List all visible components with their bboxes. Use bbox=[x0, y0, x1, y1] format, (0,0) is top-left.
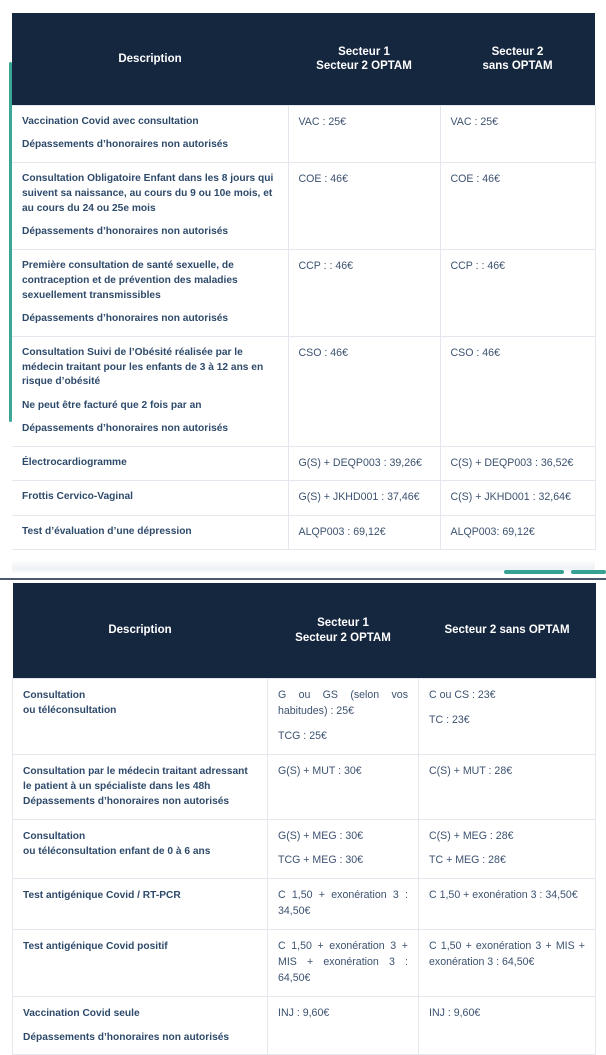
cell-line: ou téléconsultation bbox=[23, 705, 117, 717]
cell-secteur1 bbox=[288, 481, 440, 515]
cell-spacer bbox=[429, 844, 585, 853]
cell-secteur1 bbox=[288, 163, 440, 250]
cell-line: Consultation Suivi de l’Obésité réalisée par le médecin traitant pour les enfants de 3 à 12 ans en risque d’obésité bbox=[22, 346, 264, 388]
column-header-description bbox=[13, 583, 268, 679]
cell-line: Consultation bbox=[23, 830, 86, 842]
cell-line: ALQP003: 69,12€ bbox=[450, 525, 535, 538]
column-header-description-label: Description bbox=[108, 624, 172, 637]
cell-spacer bbox=[429, 704, 585, 713]
cell-line: C 1,50 + exonération 3 : 34,50€ bbox=[278, 889, 408, 918]
column-header-secteur1-line1: Secteur 1 bbox=[317, 617, 369, 630]
section-divider bbox=[0, 578, 606, 580]
cell-line: C 1,50 + exonération 3 + MIS + exonération 3 : 64,50€ bbox=[278, 940, 408, 984]
cell-line: CCP : : 46€ bbox=[450, 260, 506, 272]
header-row bbox=[13, 583, 596, 679]
cell-spacer bbox=[23, 1021, 257, 1030]
cell-spacer bbox=[22, 217, 278, 226]
table-row bbox=[13, 996, 596, 1054]
table-row bbox=[12, 515, 595, 549]
cell-secteur1 bbox=[288, 106, 440, 163]
cell-line: TCG + MEG : 30€ bbox=[278, 854, 364, 867]
table-row bbox=[13, 930, 596, 997]
cell-spacer bbox=[22, 414, 278, 423]
column-header-description bbox=[12, 13, 288, 106]
cell-secteur2 bbox=[440, 106, 595, 163]
cell-line: Test antigénique Covid positif bbox=[23, 941, 168, 953]
cell-line: CSO : 46€ bbox=[450, 346, 500, 359]
cell-line: C(S) + JKHD001 : 32,64€ bbox=[450, 491, 571, 504]
table-row bbox=[12, 163, 595, 250]
cell-line: Ne peut être facturé que 2 fois par an bbox=[22, 399, 202, 411]
cell-secteur2 bbox=[419, 930, 596, 997]
table-row bbox=[13, 754, 596, 819]
cell-line: G(S) + JKHD001 : 37,46€ bbox=[298, 491, 420, 504]
cell-line: G(S) + MEG : 30€ bbox=[278, 829, 364, 842]
cell-description bbox=[13, 879, 268, 930]
table-body bbox=[13, 679, 596, 1055]
cell-secteur2 bbox=[419, 879, 596, 930]
column-header-secteur1-line2: Secteur 2 OPTAM bbox=[295, 631, 391, 644]
cell-line: Dépassements d’honoraires non autorisés bbox=[22, 226, 229, 238]
cell-secteur2 bbox=[440, 250, 595, 337]
table-header bbox=[13, 583, 596, 679]
cell-secteur1 bbox=[268, 996, 419, 1054]
cell-secteur1 bbox=[268, 930, 419, 997]
cell-secteur2 bbox=[419, 754, 596, 819]
cell-spacer bbox=[22, 130, 278, 139]
cell-line: C 1,50 + exonération 3 + MIS + exonération 3 : 64,50€ bbox=[429, 940, 585, 969]
column-header-secteur1 bbox=[268, 583, 419, 679]
cell-description bbox=[13, 930, 268, 997]
cell-spacer bbox=[22, 303, 278, 312]
cell-line: Dépassements d’honoraires non autorisés bbox=[22, 313, 229, 324]
cell-secteur2 bbox=[419, 819, 596, 879]
cell-line: C(S) + MUT : 28€ bbox=[429, 764, 513, 777]
cell-line: Consultation bbox=[23, 690, 86, 701]
tarifs-actes-table bbox=[12, 13, 596, 550]
cell-line: C(S) + DEQP003 : 36,52€ bbox=[450, 457, 574, 469]
cell-description bbox=[12, 336, 288, 446]
cell-line: CCP : : 46€ bbox=[298, 260, 354, 272]
cell-secteur2 bbox=[440, 163, 595, 250]
cell-secteur1 bbox=[268, 679, 419, 755]
cell-line: CSO : 46€ bbox=[298, 346, 348, 359]
cell-line: Consultation Obligatoire Enfant dans les 8 jours qui suivent sa naissance, au cours du 9 ou 10e mois, et au cours du 24 ou 25e mois bbox=[22, 173, 274, 214]
cell-description bbox=[12, 106, 288, 163]
cell-line: C ou CS : 23€ bbox=[429, 689, 496, 701]
cell-spacer bbox=[278, 844, 408, 853]
cell-line: ou téléconsultation enfant de 0 à 6 ans bbox=[23, 845, 211, 857]
cell-line: Dépassements d’honoraires non autorisés bbox=[22, 139, 229, 151]
cell-description bbox=[12, 163, 288, 250]
horizontal-scrollbar-secondary[interactable] bbox=[571, 570, 606, 574]
column-header-secteur2 bbox=[419, 583, 596, 679]
cell-secteur2 bbox=[440, 336, 595, 446]
cell-secteur2 bbox=[419, 679, 596, 755]
cell-description bbox=[13, 996, 268, 1054]
cell-description bbox=[12, 481, 288, 515]
tarifs-actes-table-container bbox=[12, 13, 595, 550]
column-header-secteur1 bbox=[288, 13, 440, 106]
column-header-secteur2 bbox=[440, 13, 595, 106]
cell-line: G(S) + DEQP003 : 39,26€ bbox=[298, 457, 422, 469]
cell-line: G(S) + MUT : 30€ bbox=[278, 764, 362, 777]
cell-line: TC : 23€ bbox=[429, 713, 470, 726]
table-row bbox=[13, 819, 596, 879]
cell-line: INJ : 9,60€ bbox=[429, 1006, 481, 1019]
cell-secteur1 bbox=[288, 515, 440, 549]
cell-description bbox=[13, 754, 268, 819]
horizontal-scrollbar[interactable] bbox=[504, 570, 564, 574]
cell-secteur1 bbox=[288, 250, 440, 337]
cell-line: INJ : 9,60€ bbox=[278, 1006, 330, 1019]
cell-line: COE : 46€ bbox=[298, 173, 348, 186]
cell-line: Dépassements d’honoraires non autorisés bbox=[23, 1031, 230, 1043]
cell-line: Consultation par le médecin traitant adressant le patient à un spécialiste dans les 48h Dépassements d’honoraires non autorisés bbox=[23, 765, 248, 808]
column-header-secteur2-line1: Secteur 2 bbox=[491, 45, 544, 58]
column-header-secteur2-line1: Secteur 2 sans OPTAM bbox=[444, 624, 570, 637]
cell-spacer bbox=[278, 720, 408, 729]
cell-line: Première consultation de santé sexuelle, de contraception et de prévention des maladies sexuellement transmissibles bbox=[22, 260, 238, 301]
tarifs-consultations-table-container bbox=[12, 583, 595, 1055]
cell-line: Frottis Cervico-Vaginal bbox=[22, 491, 133, 503]
cell-line: VAC : 25€ bbox=[298, 116, 347, 128]
table-row bbox=[13, 679, 596, 755]
cell-line: Test antigénique Covid / RT-PCR bbox=[23, 890, 181, 902]
cell-line: Électrocardiogramme bbox=[22, 457, 127, 468]
column-header-description-label: Description bbox=[118, 52, 182, 65]
column-header-secteur2-line2: sans OPTAM bbox=[482, 60, 553, 72]
table-body bbox=[12, 106, 595, 550]
table-row bbox=[12, 336, 595, 446]
header-row bbox=[12, 13, 595, 106]
cell-secteur1 bbox=[268, 754, 419, 819]
cell-description bbox=[13, 819, 268, 879]
cell-secteur2 bbox=[440, 515, 595, 549]
cell-line: Vaccination Covid seule bbox=[23, 1007, 140, 1019]
cell-description bbox=[13, 679, 268, 755]
cell-secteur2 bbox=[440, 481, 595, 515]
cell-line: Test d’évaluation d’une dépression bbox=[22, 525, 192, 537]
cell-secteur2 bbox=[419, 996, 596, 1054]
table-row bbox=[12, 106, 595, 163]
cell-line: VAC : 25€ bbox=[450, 116, 499, 128]
cell-line: Vaccination Covid avec consultation bbox=[22, 116, 199, 127]
cell-line: Dépassements d’honoraires non autorisés bbox=[22, 423, 229, 435]
cell-description bbox=[12, 447, 288, 481]
table-header bbox=[12, 13, 595, 106]
cell-line: ALQP003 : 69,12€ bbox=[298, 525, 386, 538]
table-row bbox=[12, 447, 595, 481]
cell-line: TC + MEG : 28€ bbox=[429, 854, 506, 867]
cell-secteur1 bbox=[288, 336, 440, 446]
table-row bbox=[13, 879, 596, 930]
cell-secteur1 bbox=[288, 447, 440, 481]
cell-line: COE : 46€ bbox=[450, 173, 500, 186]
column-header-secteur1-line2: Secteur 2 OPTAM bbox=[316, 60, 412, 72]
table-row bbox=[12, 481, 595, 515]
cell-secteur1 bbox=[268, 819, 419, 879]
cell-line: C(S) + MEG : 28€ bbox=[429, 829, 514, 842]
cell-description bbox=[12, 515, 288, 549]
cell-spacer bbox=[22, 390, 278, 399]
cell-description bbox=[12, 250, 288, 337]
column-header-secteur1-line1: Secteur 1 bbox=[338, 45, 390, 58]
vertical-scrollbar[interactable] bbox=[9, 62, 12, 422]
table-row bbox=[12, 250, 595, 337]
cell-line: TCG : 25€ bbox=[278, 729, 327, 742]
cell-secteur2 bbox=[440, 447, 595, 481]
cell-secteur1 bbox=[268, 879, 419, 930]
cell-line: C 1,50 + exonération 3 : 34,50€ bbox=[429, 889, 578, 902]
tarifs-consultations-table bbox=[12, 583, 596, 1055]
cell-line: G ou GS (selon vos habitudes) : 25€ bbox=[278, 689, 408, 717]
